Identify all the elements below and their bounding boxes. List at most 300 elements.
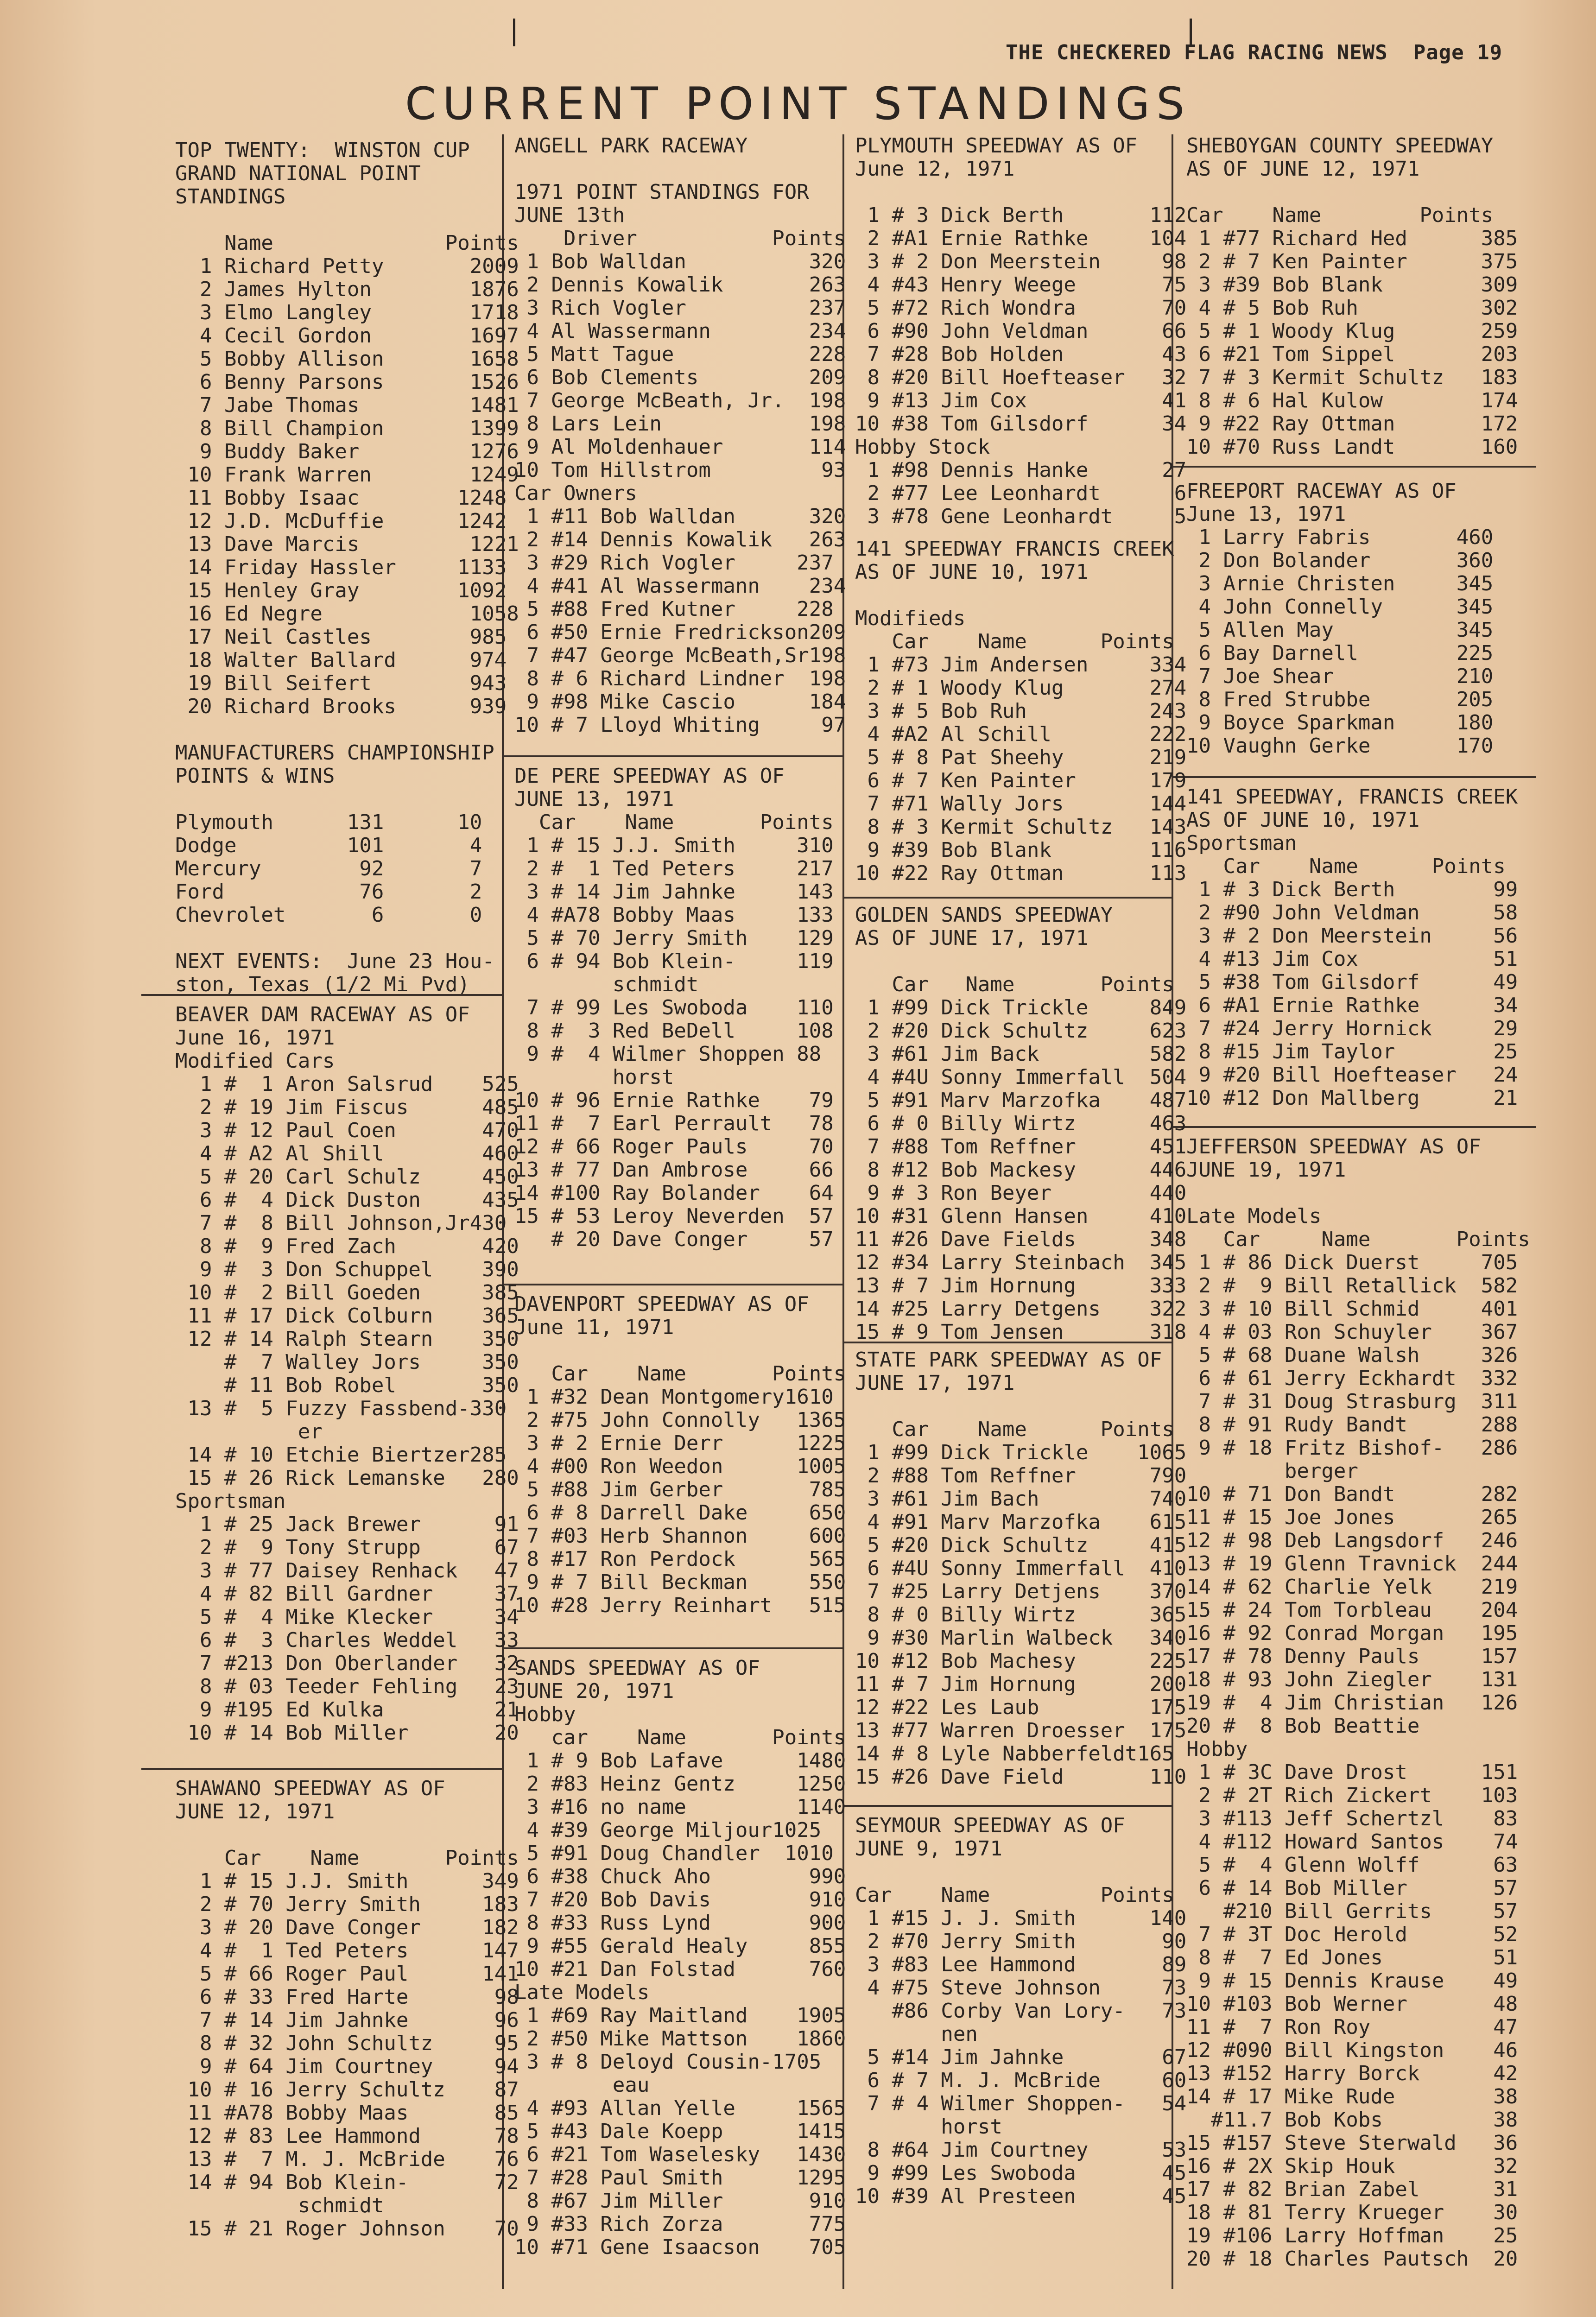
standings-line: Hobby Stock	[855, 435, 990, 459]
standings-line: June 12, 1971	[855, 157, 1015, 181]
standings-line: 6 # 61 Jerry Eckhardt 332	[1186, 1367, 1518, 1390]
standings-line: 2 #50 Mike Mattson 1860	[514, 2027, 846, 2051]
standings-line: 5 # 1 Woody Klug 259	[1186, 319, 1518, 343]
standings-line: 1 # 3 Dick Berth 99	[1186, 878, 1518, 901]
standings-line: 1 # 86 Dick Duerst 705	[1186, 1251, 1518, 1274]
standings-line: 7 #28 Bob Holden 43	[855, 342, 1187, 366]
standings-line: 9 Al Moldenhauer 114	[514, 435, 846, 459]
standings-line: 10 # 16 Jerry Schultz 87	[175, 2078, 519, 2102]
standings-line: 3 Rich Vogler 237	[514, 296, 846, 320]
standings-line: er	[175, 1420, 323, 1443]
standings-line: 8 # 0 Billy Wirtz 365	[855, 1603, 1187, 1627]
standings-line: 3 #83 Lee Hammond 89	[855, 1953, 1187, 1976]
standings-line: FREEPORT RACEWAY AS OF	[1186, 479, 1457, 503]
standings-line: 3 #61 Jim Bach 740	[855, 1487, 1187, 1511]
standings-line: 4 #4U Sonny Immerfall 504	[855, 1065, 1187, 1089]
standings-line: 8 # 3 Kermit Schultz 143	[855, 815, 1187, 839]
standings-line: AS OF JUNE 10, 1971	[1186, 808, 1420, 832]
standings-line: 7 #03 Herb Shannon 600	[514, 1524, 846, 1548]
sheboygan-standings	[1186, 134, 1518, 459]
standings-line: 9 #39 Bob Blank 116	[855, 838, 1187, 862]
standings-line: AS OF JUNE 17, 1971	[855, 926, 1089, 950]
standings-line: 8 # 6 Richard Lindner 198	[514, 667, 846, 690]
standings-line: 7 # 4 Wilmer Shoppen- 54	[855, 2092, 1187, 2115]
standings-line: 9 # 64 Jim Courtney 94	[175, 2055, 519, 2078]
standings-line: 7 # 3 Kermit Schultz 183	[1186, 366, 1518, 389]
standings-line: 8 Lars Lein 198	[514, 412, 846, 436]
section-divider	[503, 755, 842, 757]
standings-line: 3 Elmo Langley 1718	[175, 301, 519, 324]
standings-line: 5 Allen May 345	[1186, 618, 1494, 642]
standings-line: 8 #64 Jim Courtney 53	[855, 2138, 1187, 2162]
standings-line	[175, 209, 519, 232]
standings-line: JUNE 12, 1971	[175, 1800, 335, 1823]
standings-line: 8 # 3 Red BeDell 108	[514, 1019, 834, 1043]
standings-line: 7 Joe Shear 210	[1186, 665, 1494, 688]
standings-line: 1 # 9 Bob Lafave 1480	[514, 1749, 846, 1773]
standings-line: 13 Dave Marcis 1221	[175, 532, 519, 556]
standings-line: 9 #30 Marlin Walbeck 340	[855, 1626, 1187, 1650]
standings-line: NEXT EVENTS: June 23 Hou-	[175, 950, 494, 973]
standings-line: 2 # 9 Bill Retallick 582	[1186, 1274, 1518, 1298]
standings-line	[514, 1339, 846, 1362]
section-divider	[1172, 1126, 1536, 1128]
standings-line: 2 #77 Lee Leonhardt 6	[855, 481, 1187, 505]
standings-line: 7 #20 Bob Davis 910	[514, 1888, 846, 1912]
standings-line: 5 # 4 Mike Klecker 34	[175, 1605, 519, 1629]
standings-line: 1 # 25 Jack Brewer 91	[175, 1513, 519, 1536]
standings-line: 3 #78 Gene Leonhardt 5	[855, 505, 1187, 528]
standings-line: PLYMOUTH SPEEDWAY AS OF	[855, 134, 1138, 158]
standings-line: 8 # 91 Rudy Bandt 288	[1186, 1413, 1518, 1437]
standings-line: 6 #4U Sonny Immerfall 410	[855, 1557, 1187, 1580]
standings-line: 5 # 8 Pat Sheehy 219	[855, 746, 1187, 769]
standings-line	[1186, 1182, 1530, 1205]
standings-line: 14 # 62 Charlie Yelk 219	[1186, 1575, 1518, 1599]
standings-line: 3 # 12 Paul Coen 470	[175, 1119, 519, 1142]
seymour-standings	[855, 1814, 1186, 2208]
standings-line: 1 # 3 Dick Berth 112	[855, 203, 1187, 227]
standings-line: 5 #91 Marv Marzofka 487	[855, 1089, 1187, 1112]
standings-line	[855, 1861, 1186, 1884]
standings-line: 6 # 33 Fred Harte 98	[175, 1985, 519, 2009]
standings-line: Dodge 101 4	[175, 834, 482, 857]
jefferson-standings	[1186, 1135, 1530, 2271]
standings-line: JUNE 9, 1971	[855, 1837, 1002, 1861]
standings-line: 13 # 5 Fuzzy Fassbend-330	[175, 1397, 507, 1420]
standings-line: DE PERE SPEEDWAY AS OF	[514, 764, 785, 788]
standings-line: 8 #12 Bob Mackesy 446	[855, 1158, 1187, 1182]
standings-line: Late Models	[1186, 1204, 1322, 1228]
davenport-standings	[514, 1293, 846, 1617]
standings-line: 3 # 8 Deloyd Cousin-1705	[514, 2050, 822, 2074]
standings-line: Car Name Points	[175, 1846, 519, 1870]
winston-cup-standings	[175, 139, 519, 996]
freeport-standings	[1186, 480, 1493, 758]
standings-line: 3 # 2 Ernie Derr 1225	[514, 1431, 846, 1455]
standings-line: STATE PARK SPEEDWAY AS OF	[855, 1348, 1162, 1372]
standings-line: 1971 POINT STANDINGS FOR	[514, 180, 809, 204]
standings-line: 2 # 1 Ted Peters 217	[514, 857, 834, 880]
standings-line: 11 #A78 Bobby Maas 85	[175, 2101, 519, 2125]
standings-line: 13 # 7 Jim Hornung 333	[855, 1274, 1187, 1298]
standings-line: Car Name Points	[855, 973, 1174, 996]
standings-line: 15 # 21 Roger Johnson 70	[175, 2217, 519, 2241]
standings-line: 3 #39 Bob Blank 309	[1186, 273, 1518, 297]
standings-line: 3 # 77 Daisey Renhack 47	[175, 1559, 519, 1583]
standings-line: Chevrolet 6 0	[175, 903, 482, 927]
standings-line: 8 #33 Russ Lynd 900	[514, 1911, 846, 1935]
margin-tick-mark	[513, 19, 515, 46]
standings-line: 17 # 78 Denny Pauls 157	[1186, 1645, 1518, 1668]
standings-line: car Name Points	[514, 1726, 846, 1749]
standings-line: Car Name Points	[855, 630, 1174, 653]
standings-line: 15 # 9 Tom Jensen 318	[855, 1320, 1187, 1344]
standings-line: SHEBOYGAN COUNTY SPEEDWAY	[1186, 134, 1494, 158]
standings-line: 14 Friday Hassler 1133	[175, 556, 507, 579]
golden-sands-standings	[855, 904, 1186, 1344]
standings-line: 3 # 2 Don Meerstein 56	[1186, 924, 1518, 948]
standings-line: 10 #21 Dan Folstad 760	[514, 1957, 846, 1981]
standings-line: DAVENPORT SPEEDWAY AS OF	[514, 1292, 809, 1316]
standings-line: JUNE 19, 1971	[1186, 1158, 1346, 1182]
standings-line: 8 Bill Champion 1399	[175, 417, 519, 440]
standings-line: Car Name Points	[1186, 1228, 1530, 1251]
standings-line: #210 Bill Gerrits 57	[1186, 1899, 1518, 1923]
standings-line: 20 # 18 Charles Pautsch 20	[1186, 2247, 1518, 2271]
standings-line: 18 # 93 John Ziegler 131	[1186, 1668, 1518, 1691]
standings-line: 2 #20 Dick Schultz 623	[855, 1019, 1187, 1043]
standings-line: 11 # 7 Earl Perrault 78	[514, 1112, 834, 1135]
standings-line: 20 # 8 Bob Beattie	[1186, 1714, 1420, 1738]
standings-line: 12 # 14 Ralph Stearn 350	[175, 1327, 519, 1351]
standings-line: 2 #70 Jerry Smith 90	[855, 1930, 1187, 1953]
standings-line: 10 #28 Jerry Reinhart 515	[514, 1594, 846, 1617]
standings-line: 6 #38 Chuck Aho 990	[514, 1865, 846, 1888]
standings-line: 4 John Connelly 345	[1186, 595, 1494, 619]
standings-line: 9 #33 Rich Zorza 775	[514, 2212, 846, 2236]
standings-line: 1 # 15 J.J. Smith 310	[514, 834, 834, 857]
standings-line: 6 # 7 M. J. McBride 60	[855, 2069, 1187, 2092]
standings-line: AS OF JUNE 10, 1971	[855, 560, 1089, 584]
standings-line: June 11, 1971	[514, 1316, 674, 1339]
standings-line: 12 J.D. McDuffie 1242	[175, 509, 507, 533]
francis-creek-sportsman-standings	[1186, 785, 1518, 1110]
standings-line: 6 # 94 Bob Klein- 119	[514, 950, 834, 973]
standings-line: 6 Bay Darnell 225	[1186, 641, 1494, 665]
standings-line: 8 # 03 Teeder Fehling 23	[175, 1675, 519, 1698]
standings-line: # 20 Dave Conger 57	[514, 1228, 834, 1251]
standings-line: 1 #73 Jim Andersen 334	[855, 653, 1187, 677]
standings-line: Car Name Points	[1186, 203, 1494, 227]
standings-line	[1186, 181, 1518, 204]
standings-line: 10 # 7 Lloyd Whiting 97	[514, 713, 846, 737]
de-pere-standings	[514, 765, 834, 1251]
standings-line: 8 #17 Ron Perdock 565	[514, 1547, 846, 1571]
standings-line: 4 #A2 Al Schill 222	[855, 722, 1187, 746]
standings-line: 2 Dennis Kowalik 263	[514, 273, 846, 297]
standings-line: 8 # 32 John Schultz 95	[175, 2032, 519, 2055]
standings-line: Modified Cars	[175, 1049, 335, 1073]
standings-line: berger	[1186, 1459, 1358, 1483]
standings-line: 19 Bill Seifert 943	[175, 671, 507, 695]
standings-line: 10 #70 Russ Landt 160	[1186, 435, 1518, 459]
standings-line: 5 #72 Rich Wondra 70	[855, 296, 1187, 320]
standings-line: JUNE 13th	[514, 203, 625, 227]
standings-line: Hobby	[514, 1703, 576, 1726]
standings-line: 6 # 4 Dick Duston 435	[175, 1188, 519, 1212]
standings-line: 4 # A2 Al Shill 460	[175, 1142, 519, 1165]
standings-line: 9 # 15 Dennis Krause 49	[1186, 1969, 1518, 1993]
standings-line: 9 # 3 Ron Beyer 440	[855, 1181, 1187, 1205]
standings-line: Car Name Points	[1186, 855, 1506, 878]
standings-line: JEFFERSON SPEEDWAY AS OF	[1186, 1135, 1481, 1158]
standings-line: Car Owners	[514, 481, 637, 505]
standings-line: 10 #39 Al Presteen 45	[855, 2184, 1187, 2208]
standings-line: #11.7 Bob Kobs 38	[1186, 2108, 1518, 2132]
standings-line: 1 #15 J. J. Smith 140	[855, 1906, 1187, 1930]
standings-line: 2 #88 Tom Reffner 790	[855, 1464, 1187, 1488]
standings-line: 1 # 3C Dave Drost 151	[1186, 1760, 1518, 1784]
standings-line: 2 #A1 Ernie Rathke 104	[855, 227, 1187, 250]
standings-line: 2 #83 Heinz Gentz 1250	[514, 1772, 846, 1796]
standings-line: SANDS SPEEDWAY AS OF	[514, 1656, 760, 1680]
standings-line: schmidt	[175, 2194, 384, 2217]
standings-line: 17 Neil Castles 985	[175, 625, 507, 649]
standings-line: JUNE 13, 1971	[514, 787, 674, 811]
standings-line: 4 #75 Steve Johnson 73	[855, 1976, 1187, 2000]
standings-line: Plymouth 131 10	[175, 810, 482, 834]
standings-line: Name Points	[175, 231, 519, 255]
standings-line: MANUFACTURERS CHAMPIONSHIP	[175, 741, 494, 765]
standings-line: 7 #71 Wally Jors 144	[855, 792, 1187, 816]
standings-line: 12 # 98 Deb Langsdorf 246	[1186, 1529, 1518, 1552]
standings-line: # 11 Bob Robel 350	[175, 1374, 519, 1397]
standings-line: 1 # 15 J.J. Smith 349	[175, 1869, 519, 1893]
shawano-standings	[175, 1777, 519, 2241]
standings-line: 4 #93 Allan Yelle 1565	[514, 2096, 846, 2120]
standings-line: horst	[514, 1065, 674, 1089]
standings-line: Driver Points	[514, 227, 846, 250]
standings-line: 4 #91 Marv Marzofka 615	[855, 1510, 1187, 1534]
standings-line: TOP TWENTY: WINSTON CUP	[175, 139, 470, 162]
section-divider	[1172, 776, 1536, 778]
standings-line: 11 # 7 Jim Hornung 200	[855, 1672, 1187, 1696]
francis-creek-modifieds-standings	[855, 538, 1186, 885]
standings-line: 10 #12 Bob Machesy 225	[855, 1649, 1187, 1673]
standings-line: 10 # 14 Bob Miller 20	[175, 1721, 519, 1745]
standings-line: Car Name Points	[855, 1883, 1174, 1907]
standings-line: 5 #14 Jim Jahnke 67	[855, 2045, 1187, 2069]
standings-line: GRAND NATIONAL POINT	[175, 162, 421, 185]
standings-line: 5 #88 Jim Gerber 785	[514, 1478, 846, 1501]
standings-line: 16 # 92 Conrad Morgan 195	[1186, 1621, 1518, 1645]
standings-line: 19 # 4 Jim Christian 126	[1186, 1691, 1518, 1715]
standings-line: 9 # 3 Don Schuppel 390	[175, 1258, 519, 1281]
standings-line: 17 # 82 Brian Zabel 31	[1186, 2178, 1518, 2201]
standings-line: 10 #103 Bob Werner 48	[1186, 1992, 1518, 2016]
standings-line: horst	[855, 2115, 1002, 2139]
section-divider	[1172, 466, 1536, 468]
standings-line: 1 #98 Dennis Hanke 27	[855, 458, 1187, 482]
standings-line: schmidt	[514, 973, 699, 996]
standings-line: 1 #69 Ray Maitland 1905	[514, 2004, 846, 2027]
state-park-standings	[855, 1348, 1186, 1789]
standings-line: 2 # 2T Rich Zickert 103	[1186, 1784, 1518, 1807]
angell-park-standings	[514, 134, 846, 737]
standings-line: 7 # 8 Bill Johnson,Jr430	[175, 1211, 507, 1235]
standings-line: 8 Fred Strubbe 205	[1186, 688, 1494, 711]
standings-line: 9 Boyce Sparkman 180	[1186, 711, 1494, 734]
standings-line: 3 # 20 Dave Conger 182	[175, 1916, 519, 1939]
standings-line: 1 # 1 Aron Salsrud 525	[175, 1072, 519, 1096]
standings-line: AS OF JUNE 12, 1971	[1186, 157, 1420, 181]
standings-line: 6 # 14 Bob Miller 57	[1186, 1876, 1518, 1900]
standings-line: 4 Al Wassermann 234	[514, 319, 846, 343]
standings-line: 9 #99 Les Swoboda 45	[855, 2161, 1187, 2185]
standings-line: JUNE 17, 1971	[855, 1371, 1015, 1395]
standings-line: 2 # 1 Woody Klug 274	[855, 676, 1187, 700]
page-header	[1006, 41, 1502, 64]
standings-line: 4 #39 George Miljour1025	[514, 1818, 822, 1842]
standings-line: 5 #20 Dick Schultz 415	[855, 1533, 1187, 1557]
standings-line: 2 #75 John Connolly 1365	[514, 1408, 846, 1432]
standings-line	[855, 1395, 1186, 1418]
standings-line: 1 #11 Bob Walldan 320	[514, 505, 846, 528]
standings-line: 4 #41 Al Wassermann 234	[514, 574, 846, 598]
standings-line	[855, 950, 1186, 973]
standings-line: 2 # 70 Jerry Smith 183	[175, 1893, 519, 1916]
standings-line: 10 Frank Warren 1249	[175, 463, 519, 487]
standings-line: 4 Cecil Gordon 1697	[175, 324, 519, 348]
standings-line: 12 #34 Larry Steinbach 345	[855, 1251, 1187, 1274]
standings-line: 10 #71 Gene Isaacson 705	[514, 2235, 846, 2259]
standings-line: 20 Richard Brooks 939	[175, 695, 507, 718]
standings-line: 12 # 83 Lee Hammond 78	[175, 2124, 519, 2148]
standings-line: 7 Jabe Thomas 1481	[175, 393, 519, 417]
standings-line: 10 # 2 Bill Goeden 385	[175, 1281, 519, 1304]
standings-line: 2 # 9 Tony Strupp 67	[175, 1536, 519, 1559]
standings-line: 4 #A78 Bobby Maas 133	[514, 903, 834, 927]
standings-line: 3 # 14 Jim Jahnke 143	[514, 880, 834, 904]
standings-line: 3 #29 Rich Vogler 237	[514, 551, 834, 575]
standings-line: 11 # 17 Dick Colburn 365	[175, 1304, 519, 1328]
standings-line: 6 # 0 Billy Wirtz 463	[855, 1112, 1187, 1135]
standings-line: 6 # 7 Ken Painter 179	[855, 769, 1187, 792]
standings-line: 7 George McBeath, Jr. 198	[514, 389, 846, 412]
standings-line: 8 # 6 Hal Kulow 174	[1186, 389, 1518, 412]
standings-line: JUNE 20, 1971	[514, 1679, 674, 1703]
standings-line: 9 # 18 Fritz Bishof- 286	[1186, 1436, 1518, 1460]
standings-line: 8 #20 Bill Hoefteaser 32	[855, 366, 1187, 389]
standings-line: 14 #100 Ray Bolander 64	[514, 1181, 834, 1205]
standings-line: 13 #77 Warren Droesser 175	[855, 1719, 1187, 1742]
standings-line: Car Name Points	[514, 810, 834, 834]
standings-line: 18 Walter Ballard 974	[175, 648, 507, 672]
standings-line: 19 #106 Larry Hoffman 25	[1186, 2224, 1518, 2247]
standings-line: 15 # 26 Rick Lemanske 280	[175, 1466, 519, 1490]
standings-line: Car Name Points	[514, 1362, 846, 1386]
standings-line: 2 #90 John Veldman 58	[1186, 901, 1518, 924]
standings-line: 2 #14 Dennis Kowalik 263	[514, 528, 846, 551]
standings-line: 9 #98 Mike Cascio 184	[514, 690, 846, 714]
standings-line: Mercury 92 7	[175, 857, 482, 880]
standings-line: nen	[855, 2022, 978, 2046]
publication-name: THE CHECKERED FLAG RACING NEWS	[1006, 41, 1388, 64]
standings-line: 9 #20 Bill Hoefteaser 24	[1186, 1063, 1518, 1087]
standings-line: 15 # 24 Tom Torbleau 204	[1186, 1598, 1518, 1622]
standings-line: 6 #21 Tom Waselesky 1430	[514, 2143, 846, 2166]
standings-line: 7 # 31 Doug Strasburg 311	[1186, 1390, 1518, 1413]
standings-line: 6 Bob Clements 209	[514, 366, 846, 389]
standings-line: 12 # 66 Roger Pauls 70	[514, 1135, 834, 1158]
section-divider	[503, 1647, 842, 1649]
standings-line: 3 #61 Jim Back 582	[855, 1042, 1187, 1066]
standings-line: 3 #113 Jeff Schertzl 83	[1186, 1807, 1518, 1830]
standings-line: 2 Don Bolander 360	[1186, 549, 1494, 572]
standings-line: 6 #90 John Veldman 66	[855, 319, 1187, 343]
standings-line: 14 # 10 Etchie Biertzer285	[175, 1443, 507, 1467]
standings-line: 3 Arnie Christen 345	[1186, 572, 1494, 595]
standings-line: 14 # 94 Bob Klein- 72	[175, 2171, 519, 2194]
standings-line: 9 Buddy Baker 1276	[175, 440, 519, 463]
standings-line: 3 # 10 Bill Schmid 401	[1186, 1297, 1518, 1321]
standings-line: # 7 Walley Jors 350	[175, 1350, 519, 1374]
standings-line: 6 Benny Parsons 1526	[175, 370, 519, 394]
standings-line: 5 # 20 Carl Schulz 450	[175, 1165, 519, 1189]
standings-line: 9 #195 Ed Kulka 21	[175, 1698, 519, 1722]
standings-line: 5 Matt Tague 228	[514, 342, 846, 366]
standings-line: 5 # 68 Duane Walsh 326	[1186, 1343, 1518, 1367]
standings-line: 2 James Hylton 1876	[175, 278, 519, 301]
plymouth-standings	[855, 134, 1186, 528]
section-divider	[141, 1768, 503, 1770]
standings-line: 4 #112 Howard Santos 74	[1186, 1830, 1518, 1854]
standings-line: 9 # 7 Bill Beckman 550	[514, 1570, 846, 1594]
standings-line: 9 # 4 Wilmer Shoppen 88	[514, 1042, 822, 1066]
standings-line: 3 # 2 Don Meerstein 98	[855, 250, 1187, 273]
standings-line: 5 #38 Tom Gilsdorf 49	[1186, 970, 1518, 994]
standings-line: 10 # 96 Ernie Rathke 79	[514, 1089, 834, 1112]
standings-line: 9 #13 Jim Cox 41	[855, 389, 1187, 412]
standings-line: 12 #22 Les Laub 175	[855, 1696, 1187, 1719]
standings-line: 11 #26 Dave Fields 348	[855, 1228, 1187, 1251]
standings-line: 11 # 7 Ron Roy 47	[1186, 2015, 1518, 2039]
standings-line: POINTS & WINS	[175, 764, 335, 788]
standings-line: SHAWANO SPEEDWAY AS OF	[175, 1777, 445, 1800]
standings-line: 1 #99 Dick Trickle 849	[855, 996, 1187, 1019]
standings-line: June 16, 1971	[175, 1026, 335, 1050]
standings-line: 5 # 70 Jerry Smith 129	[514, 926, 834, 950]
standings-line: 5 #43 Dale Koepp 1415	[514, 2120, 846, 2143]
standings-line: Sportsman	[1186, 831, 1297, 855]
standings-line: 15 Henley Gray 1092	[175, 579, 507, 602]
standings-line: June 13, 1971	[1186, 502, 1346, 526]
standings-line: 10 #12 Don Mallberg 21	[1186, 1086, 1518, 1110]
section-divider	[843, 897, 1172, 899]
standings-line: 5 # 66 Roger Paul 141	[175, 1962, 519, 1986]
standings-line: 15 # 53 Leroy Neverden 57	[514, 1204, 834, 1228]
standings-line: 4 # 82 Bill Gardner 37	[175, 1582, 519, 1606]
standings-line: 7 # 99 Les Swoboda 110	[514, 996, 834, 1019]
standings-line: BEAVER DAM RACEWAY AS OF	[175, 1003, 470, 1026]
standings-line: 4 #13 Jim Cox 51	[1186, 947, 1518, 971]
beaver-dam-standings	[175, 1003, 519, 1745]
standings-line: 14 #25 Larry Detgens 322	[855, 1297, 1187, 1321]
standings-line: GOLDEN SANDS SPEEDWAY	[855, 903, 1113, 927]
standings-line: 4 #00 Ron Weedon 1005	[514, 1455, 846, 1478]
section-divider	[843, 1805, 1172, 1807]
